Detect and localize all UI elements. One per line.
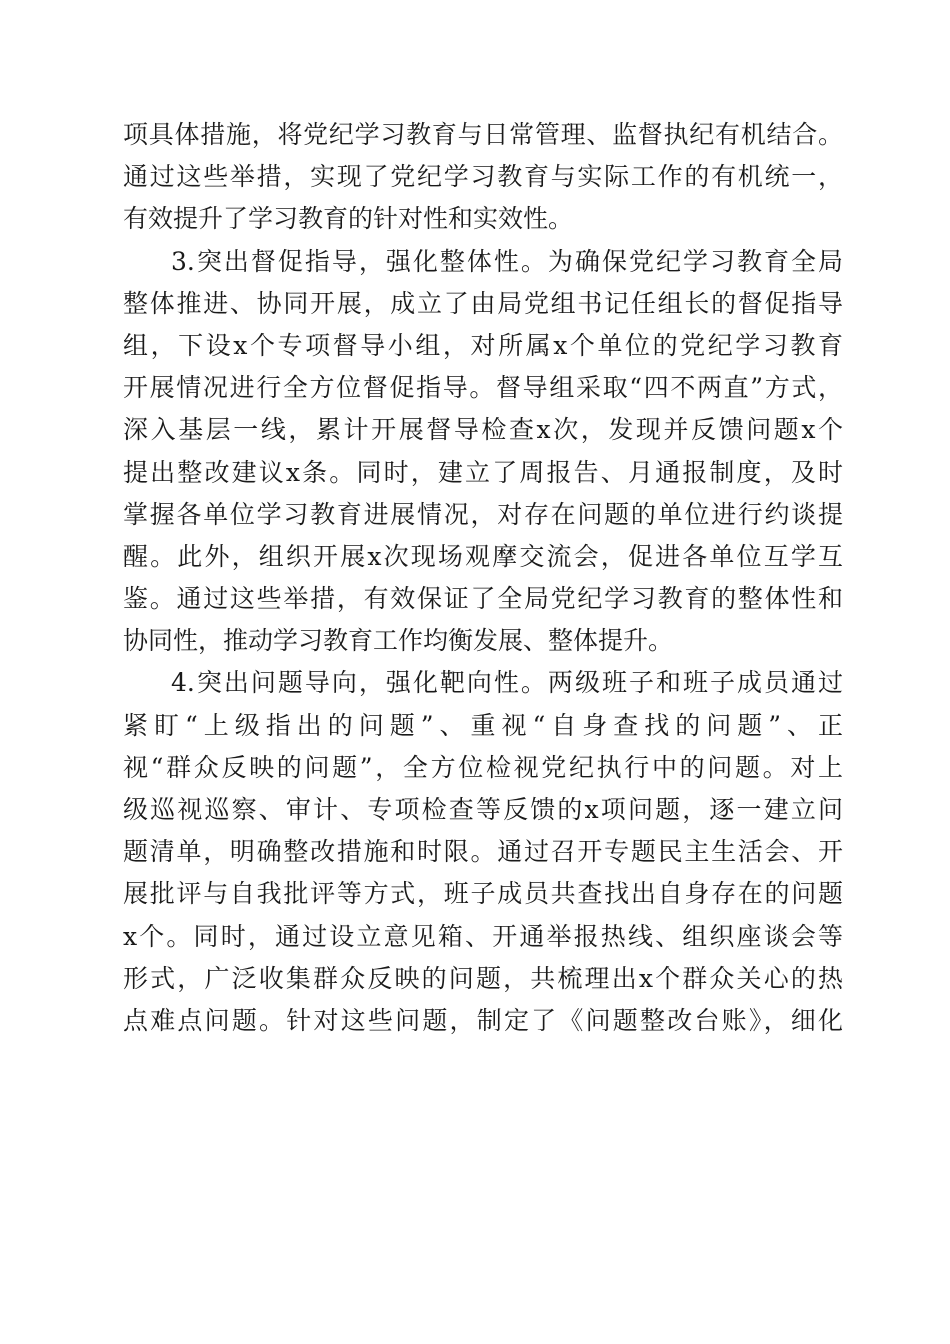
text-line: 整体推进、协同开展，成立了由局党组书记任组长的督促指导 xyxy=(123,288,843,318)
text-line: 提出整改建议x条。同时，建立了周报告、月通报制度，及时 xyxy=(123,457,843,487)
text-line: 项具体措施，将党纪学习教育与日常管理、监督执纪有机结合。 xyxy=(123,120,843,149)
text-line: 视“群众反映的问题”，全方位检视党纪执行中的问题。对上 xyxy=(123,752,843,782)
text-line: 鉴。通过这些举措，有效保证了全局党纪学习教育的整体性和 xyxy=(123,584,843,614)
text-line: 组，下设x个专项督导小组，对所属x个单位的党纪学习教育 xyxy=(123,330,843,360)
text-line: 协同性，推动学习教育工作均衡发展、整体提升。 xyxy=(123,626,674,656)
text-line: 紧盯“上级指出的问题”、重视“自身查找的问题”、正 xyxy=(123,710,843,740)
text-line: 醒。此外，组织开展x次现场观摩交流会，促进各单位互学互 xyxy=(123,541,843,571)
text-line: x个。同时，通过设立意见箱、开通举报热线、组织座谈会等 xyxy=(123,921,843,951)
text-line: 掌握各单位学习教育进展情况，对存在问题的单位进行约谈提 xyxy=(123,499,843,529)
text-line: 题清单，明确整改措施和时限。通过召开专题民主生活会、开 xyxy=(123,837,843,867)
text-line: 深入基层一线，累计开展督导检查x次，发现并反馈问题x个 xyxy=(123,415,843,445)
text-line: 通过这些举措，实现了党纪学习教育与实际工作的有机统一， xyxy=(123,162,843,192)
text-line: 级巡视巡察、审计、专项检查等反馈的x项问题，逐一建立问 xyxy=(123,795,843,824)
paragraph-3-first-line: 3.突出督促指导，强化整体性。为确保党纪学习教育全局 xyxy=(171,246,843,276)
body-text xyxy=(123,114,843,1042)
text-line: 有效提升了学习教育的针对性和实效性。 xyxy=(123,204,574,234)
text-line: 形式，广泛收集群众反映的问题，共梳理出x个群众关心的热 xyxy=(123,963,843,993)
paragraph-4-first-line: 4.突出问题导向，强化靶向性。两级班子和班子成员通过 xyxy=(171,668,843,698)
text-line: 开展情况进行全方位督促指导。督导组采取“四不两直”方式， xyxy=(123,373,843,403)
text-line: 点难点问题。针对这些问题，制定了《问题整改台账》，细化 xyxy=(123,1005,843,1035)
text-line: 展批评与自我批评等方式，班子成员共查找出自身存在的问题 xyxy=(123,879,843,909)
